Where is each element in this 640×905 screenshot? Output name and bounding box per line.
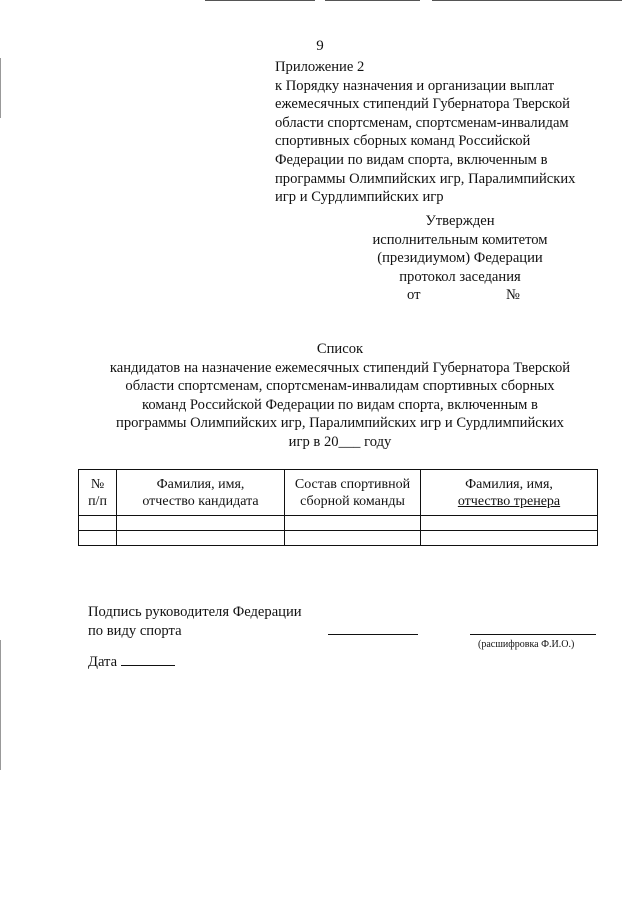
top-edge-rule [205, 0, 315, 1]
approval-block [330, 212, 590, 305]
header-text: Фамилия, имя, [465, 476, 553, 492]
list-heading: Список [316, 341, 364, 357]
table-header-row [79, 470, 598, 516]
column-header-team-composition [285, 470, 421, 516]
table-cell[interactable] [285, 516, 421, 531]
appendix-line: к Порядку назначения и организации выплат [275, 77, 555, 94]
appendix-header [275, 58, 605, 207]
approval-line: Утвержден [425, 213, 495, 229]
scan-edge-mark [0, 58, 1, 118]
list-title-line: игр в 20___ году [288, 433, 392, 450]
signature-label: по виду спорта [88, 622, 182, 639]
table-cell[interactable] [421, 516, 598, 531]
top-edge-rule [432, 0, 622, 1]
signature-block [88, 603, 302, 640]
page-number: 9 [316, 38, 324, 54]
column-header-candidate-name [117, 470, 285, 516]
approval-line: протокол заседания [399, 268, 521, 285]
name-decode-caption: (расшифровка Ф.И.О.) [478, 639, 575, 650]
appendix-line: ежемесячных стипендий Губернатора Тверской [275, 96, 570, 113]
appendix-line: игр и Сурдлимпийских игр [275, 189, 444, 206]
appendix-line: спортивных сборных команд Российской [275, 133, 531, 150]
date-label: Дата [88, 654, 118, 670]
table-row [79, 516, 598, 531]
appendix-line: программы Олимпийских игр, Паралимпийских [275, 170, 576, 187]
protocol-date-label: от [407, 287, 421, 304]
scan-edge-mark [0, 640, 1, 770]
list-title-line: кандидатов на назначение ежемесячных стипендий Губернатора Тверской [109, 359, 571, 376]
protocol-number-label: № [506, 287, 520, 304]
list-title-line: команд Российской Федерации по видам спорта, включенным в [142, 396, 538, 413]
name-decode-line[interactable] [470, 634, 596, 635]
column-header-number [79, 470, 117, 516]
list-title-line: программы Олимпийских игр, Паралимпийских игр и Сурдлимпийских [116, 415, 564, 432]
candidates-table [78, 469, 598, 546]
date-row [88, 652, 175, 671]
header-text: п/п [88, 493, 107, 509]
table-cell[interactable] [117, 531, 285, 546]
table-cell[interactable] [421, 531, 598, 546]
header-text: Состав спортивной [294, 476, 411, 492]
appendix-line: Федерации по видам спорта, включенным в [275, 151, 548, 168]
protocol-date-number-row [330, 286, 590, 305]
signature-line[interactable] [328, 634, 418, 635]
header-text: № [90, 476, 105, 492]
signature-label: Подпись руководителя Федерации [88, 604, 302, 620]
table-row [79, 531, 598, 546]
appendix-line: области спортсменам, спортсменам-инвалидам [275, 114, 569, 131]
table-cell[interactable] [79, 516, 117, 531]
approval-line: исполнительным комитетом [372, 231, 548, 248]
table-cell[interactable] [285, 531, 421, 546]
list-title [80, 340, 600, 452]
appendix-line: Приложение 2 [275, 59, 365, 75]
top-edge-rule [325, 0, 420, 1]
date-blank-line[interactable] [121, 652, 175, 666]
header-text: отчество кандидата [142, 493, 259, 509]
column-header-coach-name [421, 470, 598, 516]
table-cell[interactable] [79, 531, 117, 546]
approval-line: (президиумом) Федерации [377, 250, 543, 267]
list-title-line: области спортсменам, спортсменам-инвалидам спортивных сборных [125, 378, 555, 395]
table-cell[interactable] [117, 516, 285, 531]
header-text: Фамилия, имя, [156, 476, 245, 492]
header-text: отчество тренера [457, 493, 561, 509]
header-text: сборной команды [300, 493, 405, 509]
